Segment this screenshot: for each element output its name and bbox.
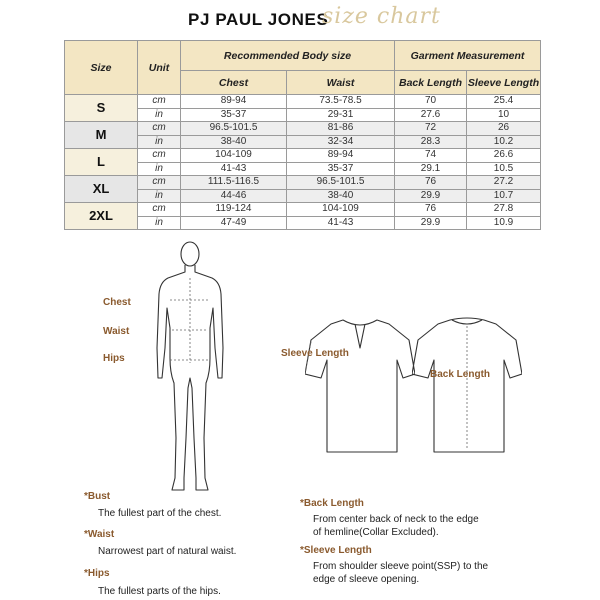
header-back-length: Back Length	[395, 71, 467, 95]
header-unit: Unit	[138, 41, 181, 95]
size-cell: S	[65, 95, 138, 122]
brand-header	[0, 6, 600, 36]
waist-cell: 29-31	[287, 108, 395, 122]
back-length-cell: 70	[395, 95, 467, 109]
def-hips-text: The fullest parts of the hips.	[98, 586, 221, 597]
unit-cell: cm	[138, 176, 181, 190]
header-sleeve-length: Sleeve Length	[467, 71, 541, 95]
def-waist-text: Narrowest part of natural waist.	[98, 546, 237, 557]
waist-cell: 41-43	[287, 216, 395, 230]
back-length-cell: 29.9	[395, 189, 467, 203]
chest-cell: 89-94	[181, 95, 287, 109]
sleeve-length-cell: 10.2	[467, 135, 541, 149]
unit-cell: in	[138, 162, 181, 176]
chest-cell: 41-43	[181, 162, 287, 176]
table-header-row	[65, 41, 541, 71]
waist-cell: 38-40	[287, 189, 395, 203]
size-cell: M	[65, 122, 138, 149]
table-row	[65, 122, 541, 136]
header-chest: Chest	[181, 71, 287, 95]
chest-cell: 104-109	[181, 149, 287, 163]
header-size: Size	[65, 41, 138, 95]
back-length-cell: 76	[395, 203, 467, 217]
def-sleeve-length-line1: From shoulder sleeve point(SSP) to the	[313, 561, 489, 572]
shirt-front-figure	[305, 312, 415, 462]
size-cell: L	[65, 149, 138, 176]
size-cell: 2XL	[65, 203, 138, 230]
waist-cell: 73.5-78.5	[287, 95, 395, 109]
waist-cell: 104-109	[287, 203, 395, 217]
def-bust-text: The fullest part of the chest.	[98, 508, 222, 519]
header-garment-group: Garment Measurement	[395, 41, 541, 71]
unit-cell: in	[138, 216, 181, 230]
size-chart-table	[64, 40, 541, 230]
waist-cell: 89-94	[287, 149, 395, 163]
def-waist-title: *Waist	[84, 529, 115, 540]
waist-cell: 96.5-101.5	[287, 176, 395, 190]
sleeve-length-cell: 27.2	[467, 176, 541, 190]
unit-cell: cm	[138, 203, 181, 217]
unit-cell: in	[138, 189, 181, 203]
sleeve-length-cell: 10.5	[467, 162, 541, 176]
brand-script-title: size chart	[322, 4, 441, 29]
header-body-group: Recommended Body size	[181, 41, 395, 71]
back-length-cell: 28.3	[395, 135, 467, 149]
def-hips-title: *Hips	[84, 568, 110, 579]
body-outline-figure	[150, 238, 230, 498]
def-back-length-title: *Back Length	[300, 498, 364, 509]
unit-cell: cm	[138, 149, 181, 163]
chest-cell: 96.5-101.5	[181, 122, 287, 136]
sleeve-length-cell: 27.8	[467, 203, 541, 217]
chest-cell: 47-49	[181, 216, 287, 230]
label-back-length: Back Length	[430, 369, 491, 380]
table-row	[65, 149, 541, 163]
unit-cell: cm	[138, 122, 181, 136]
sleeve-length-cell: 25.4	[467, 95, 541, 109]
label-waist: Waist	[103, 326, 130, 337]
chest-cell: 119-124	[181, 203, 287, 217]
size-cell: XL	[65, 176, 138, 203]
label-hips: Hips	[103, 353, 125, 364]
label-chest: Chest	[103, 297, 131, 308]
def-back-length-line1: From center back of neck to the edge	[313, 514, 479, 525]
chest-cell: 44-46	[181, 189, 287, 203]
sleeve-length-cell: 26.6	[467, 149, 541, 163]
chest-cell: 35-37	[181, 108, 287, 122]
chest-cell: 111.5-116.5	[181, 176, 287, 190]
sleeve-length-cell: 26	[467, 122, 541, 136]
unit-cell: cm	[138, 95, 181, 109]
back-length-cell: 76	[395, 176, 467, 190]
def-sleeve-length-title: *Sleeve Length	[300, 545, 372, 556]
back-length-cell: 29.1	[395, 162, 467, 176]
table-row	[65, 95, 541, 109]
waist-cell: 32-34	[287, 135, 395, 149]
back-length-cell: 74	[395, 149, 467, 163]
def-sleeve-length-line2: edge of sleeve opening.	[313, 574, 420, 585]
back-length-cell: 29.9	[395, 216, 467, 230]
shirt-back-figure	[412, 312, 522, 462]
chest-cell: 38-40	[181, 135, 287, 149]
brand-name: PJ PAUL JONES	[188, 10, 329, 29]
unit-cell: in	[138, 108, 181, 122]
header-waist: Waist	[287, 71, 395, 95]
sleeve-length-cell: 10.7	[467, 189, 541, 203]
table-row	[65, 176, 541, 190]
def-back-length-line2: of hemline(Collar Excluded).	[313, 527, 439, 538]
sleeve-length-cell: 10	[467, 108, 541, 122]
unit-cell: in	[138, 135, 181, 149]
back-length-cell: 72	[395, 122, 467, 136]
sleeve-length-cell: 10.9	[467, 216, 541, 230]
def-bust-title: *Bust	[84, 491, 111, 502]
table-row	[65, 203, 541, 217]
back-length-cell: 27.6	[395, 108, 467, 122]
waist-cell: 81-86	[287, 122, 395, 136]
label-sleeve-length: Sleeve Length	[281, 348, 349, 359]
waist-cell: 35-37	[287, 162, 395, 176]
